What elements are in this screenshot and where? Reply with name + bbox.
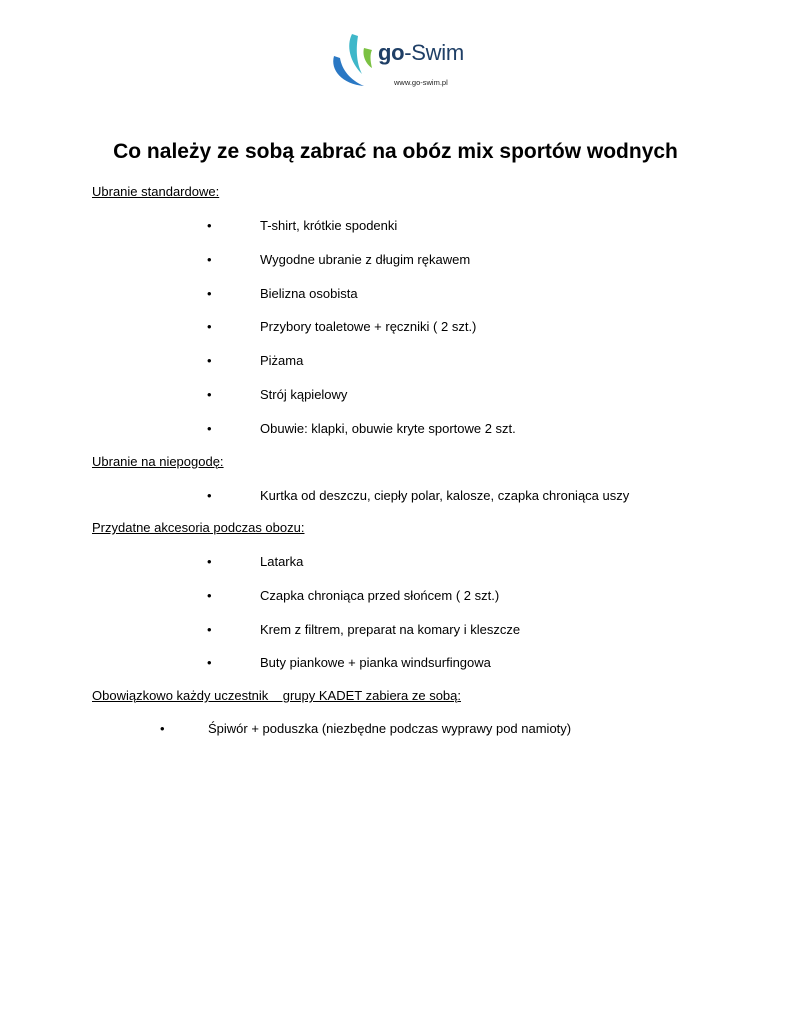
list-item: Buty piankowe + pianka windsurfingowa	[260, 655, 491, 670]
bullet-icon: •	[207, 421, 212, 436]
bullet-icon: •	[207, 286, 212, 301]
logo-url: www.go-swim.pl	[394, 78, 448, 87]
bullet-icon: •	[207, 655, 212, 670]
section-heading-standard-clothing: Ubranie standardowe:	[92, 184, 220, 199]
bullet-icon: •	[207, 353, 212, 368]
list-item: Czapka chroniąca przed słońcem ( 2 szt.)	[260, 588, 500, 603]
bullet-icon: •	[160, 721, 165, 736]
page-title: Co należy ze sobą zabrać na obóz mix sportów wodnych	[113, 140, 678, 163]
section-heading-kadet-mandatory: Obowiązkowo każdy uczestnik grupy KADET zabiera ze sobą:	[92, 688, 461, 703]
bullet-icon: •	[207, 588, 212, 603]
bullet-icon: •	[207, 252, 212, 267]
logo-word-swim: -Swim	[404, 40, 464, 65]
list-item: Śpiwór + poduszka (niezbędne podczas wyprawy pod namioty)	[208, 721, 572, 736]
list-item: Strój kąpielowy	[260, 387, 348, 402]
list-item: Obuwie: klapki, obuwie kryte sportowe 2 szt.	[260, 421, 516, 436]
bullet-icon: •	[207, 488, 212, 503]
list-item: Wygodne ubranie z długim rękawem	[260, 252, 471, 267]
bullet-icon: •	[207, 387, 212, 402]
section-heading-bad-weather: Ubranie na niepogodę:	[92, 454, 224, 469]
bullet-icon: •	[207, 622, 212, 637]
bullet-icon: •	[207, 554, 212, 569]
bullet-icon: •	[207, 319, 212, 334]
list-item: Latarka	[260, 554, 304, 569]
go-swim-logo	[328, 28, 473, 92]
list-item: Krem z filtrem, preparat na komary i kleszcze	[260, 622, 521, 637]
list-item: Bielizna osobista	[260, 286, 358, 301]
section-heading-accessories: Przydatne akcesoria podczas obozu:	[92, 520, 305, 535]
list-item: Przybory toaletowe + ręczniki ( 2 szt.)	[260, 319, 477, 334]
logo-word-go: go	[378, 40, 405, 65]
bullet-icon: •	[207, 218, 212, 233]
list-item: Piżama	[260, 353, 304, 368]
list-item: T-shirt, krótkie spodenki	[260, 218, 398, 233]
list-item: Kurtka od deszczu, ciepły polar, kalosze, czapka chroniąca uszy	[260, 488, 630, 503]
logo-wordmark	[378, 40, 464, 66]
